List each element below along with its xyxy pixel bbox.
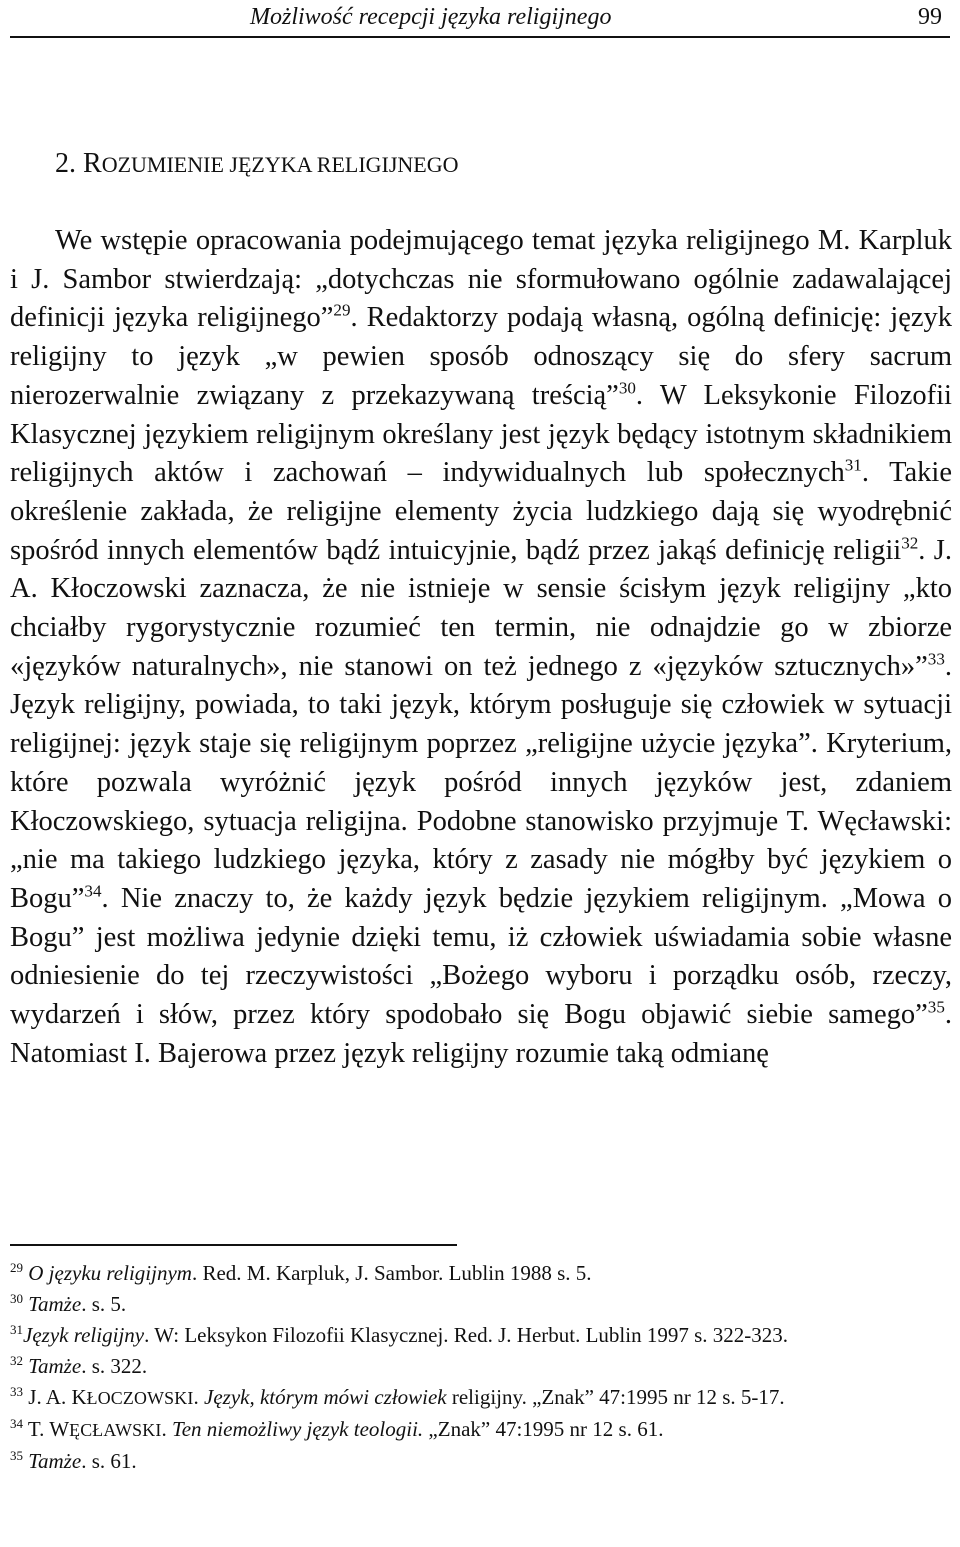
running-header bbox=[10, 0, 950, 38]
footnote-text: . s. 322. bbox=[81, 1354, 148, 1378]
footnote-title: Ten niemożliwy język teologii. bbox=[171, 1417, 424, 1441]
body-paragraph bbox=[10, 222, 952, 1073]
footnote-text: . s. 61. bbox=[81, 1449, 137, 1473]
footnote-title: Tamże bbox=[28, 1449, 82, 1473]
footnote-30 bbox=[10, 1289, 952, 1320]
body-sentence: . Natomiast I. Bajerowa przez język religijny rozumie taką odmianę bbox=[10, 999, 952, 1069]
footnote-number: 31 bbox=[10, 1322, 24, 1337]
footnote-text: religijny. „Znak” 47:1995 nr 12 s. 5-17. bbox=[446, 1385, 785, 1409]
footnote-number: 30 bbox=[10, 1291, 24, 1306]
footnote-ref-34: 34 bbox=[84, 881, 102, 901]
footnote-ref-29: 29 bbox=[333, 300, 351, 320]
body-sentence: We wstępie opracowania podejmującego temat języka religijnego M. Karpluk i J. Sambor stwierdzają: „dotychczas nie sformułowano ogólnie zadawalającej definicji języka religijnego” bbox=[10, 225, 952, 334]
footnote-34 bbox=[10, 1414, 952, 1446]
footnote-title: O języku religijnym bbox=[28, 1261, 192, 1285]
footnote-number: 34 bbox=[10, 1416, 24, 1431]
footnote-ref-30: 30 bbox=[618, 378, 636, 398]
body-sentence: . Redaktorzy podają własną, ogólną definicję: język religijny to język „w pewien sposób odnoszący się do sfery sacrum nierozerwalnie związany z przekazywaną treścią” bbox=[10, 302, 952, 411]
body-sentence: . Język religijny, powiada, to taki język, którym posługuje się człowiek w sytuacji religijnej: język staje się religijnym poprzez „religijne użycie języka”. Kryterium, które pozwala wyróżnić język pośród innych języków jest, zdaniem Kłoczowskiego, sytuacja religijna. Podobne stanowisko przyjmuje T. Węcławski: „nie ma takiego ludzkiego języka, który z zasady nie mógłby być językiem o Bogu” bbox=[10, 650, 952, 914]
footnote-32 bbox=[10, 1351, 952, 1382]
footnote-ref-33: 33 bbox=[927, 649, 945, 669]
footnote-author-smallcaps: ŁOCZOWSKI bbox=[86, 1388, 194, 1408]
footnote-number: 29 bbox=[10, 1260, 24, 1275]
footnote-author-lead: J. A. K bbox=[28, 1385, 87, 1409]
footnotes bbox=[10, 1258, 952, 1477]
footnote-text: . W: Leksykon Filozofii Klasycznej. Red. J. Herbut. Lublin 1997 s. 322-323. bbox=[144, 1323, 789, 1347]
section-title-rest: OZUMIENIE JĘZYKA RELIGIJNEGO bbox=[101, 152, 459, 177]
footnote-divider bbox=[10, 1244, 457, 1246]
body-sentence: . W Leksykonie Filozofii Klasycznej językiem religijnym określany jest język będący istotnym składnikiem religijnych aktów i zachowań – indywidualnych lub społecznych bbox=[10, 379, 952, 489]
footnote-29 bbox=[10, 1258, 952, 1289]
footnote-title: Tamże bbox=[28, 1292, 82, 1316]
footnote-35 bbox=[10, 1446, 952, 1477]
footnote-number: 33 bbox=[10, 1384, 24, 1399]
footnote-ref-32: 32 bbox=[901, 533, 919, 553]
footnote-33 bbox=[10, 1382, 952, 1414]
footnote-author-smallcaps: ĘCŁAWSKI bbox=[69, 1420, 162, 1440]
footnote-number: 32 bbox=[10, 1353, 24, 1368]
footnote-ref-31: 31 bbox=[844, 455, 862, 475]
footnote-title: Tamże bbox=[28, 1354, 82, 1378]
footnote-text: „Znak” 47:1995 nr 12 s. 61. bbox=[423, 1417, 664, 1441]
footnote-text: . s. 5. bbox=[81, 1292, 127, 1316]
page-number: 99 bbox=[918, 4, 942, 30]
body-sentence: . J. A. Kłoczowski zaznacza, że nie istnieje w sensie ścisłym język religijny „kto chciałby rygorystycznie rozumieć ten termin, nie odnajdzie go w zbiorze «języków naturalnych», nie stanowi on też jednego z «języków sztucznych»” bbox=[10, 534, 952, 682]
section-title-initial: R bbox=[83, 148, 102, 179]
footnote-title: Język, którym mówi człowiek bbox=[204, 1385, 447, 1409]
footnote-31 bbox=[10, 1320, 952, 1351]
footnote-author-lead: T. W bbox=[27, 1417, 70, 1441]
running-title: Możliwość recepcji języka religijnego bbox=[250, 4, 612, 30]
footnote-title: Język religijny bbox=[23, 1323, 145, 1347]
footnote-text: . Red. M. Karpluk, J. Sambor. Lublin 1988 s. 5. bbox=[191, 1261, 592, 1285]
footnote-author-end: . bbox=[161, 1417, 172, 1441]
footnote-author-end: . bbox=[193, 1385, 204, 1409]
section-number: 2. bbox=[55, 148, 76, 179]
section-heading bbox=[55, 147, 459, 182]
footnote-number: 35 bbox=[10, 1448, 24, 1463]
body-sentence: . Takie określenie zakłada, że religijne elementy życia ludzkiego dają się wyodrębnić spośród innych elementów bądź intuicyjnie, bądź przez jakąś definicję religii bbox=[10, 457, 953, 566]
footnote-ref-35: 35 bbox=[927, 997, 945, 1017]
body-sentence: . Nie znaczy to, że każdy język będzie językiem religijnym. „Mowa o Bogu” jest możliwa jedynie dzięki temu, iż człowiek uświadamia sobie własne odniesienie do tej rzeczywistości „Bożego wyboru i porządku osób, rzeczy, wydarzeń i słów, przez który spodobało się Bogu objawić siebie samego” bbox=[10, 882, 952, 1031]
